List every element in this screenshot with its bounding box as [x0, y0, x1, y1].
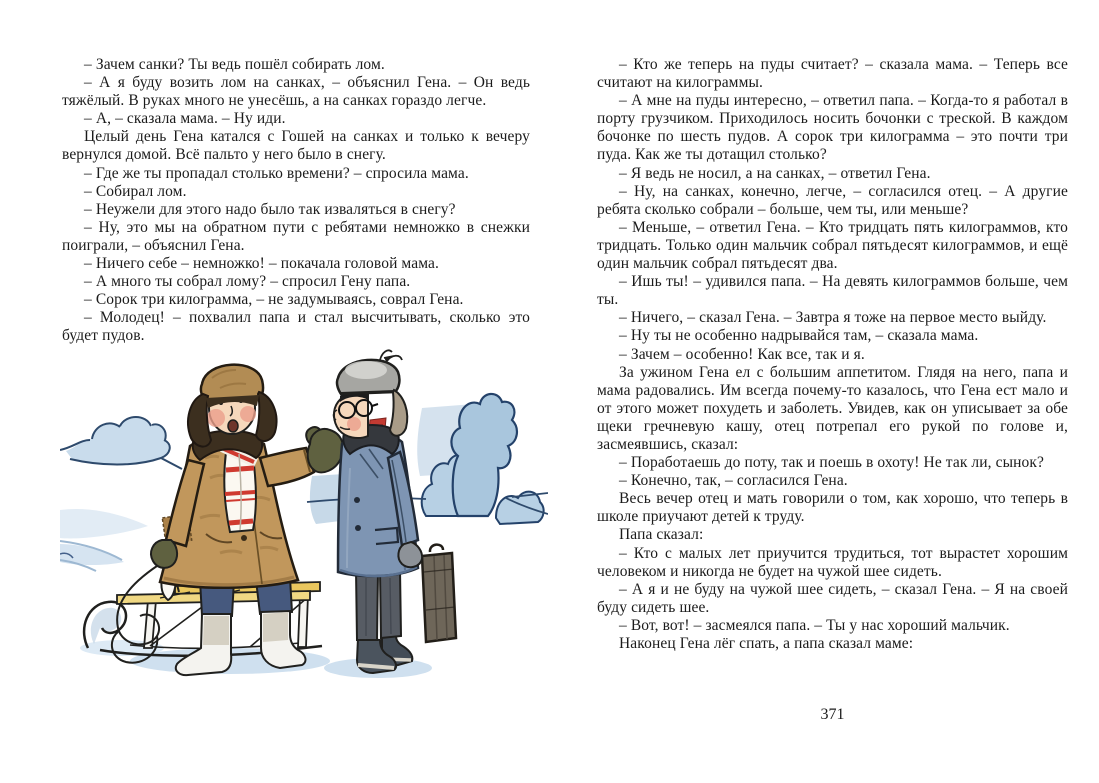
paragraph: – А я буду возить лом на санках, – объяснил Гена. – Он ведь тяжёлый. В руках много не унесёшь, а на санках гораздо легче.: [62, 74, 530, 110]
right-page-text: [597, 56, 1068, 653]
page-number: 371: [820, 706, 845, 723]
paragraph: – Меньше, – ответил Гена. – Кто тридцать пять килограммов, кто тридцать. Только один мальчик собрал пятьдесят килограммов, и ещё один мальчик собрал пятьдесят два.: [597, 218, 1068, 273]
paragraph: – Кто же теперь на пуды считает? – сказала мама. – Теперь все считают на килограммы.: [597, 56, 1068, 92]
paragraph: Папа сказал:: [619, 526, 704, 544]
illustration-two-boys-winter-sled: [60, 348, 548, 742]
paragraph: – Сорок три килограмма, – не задумываясь, соврал Гена.: [84, 291, 464, 309]
paragraph: – Я ведь не носил, а на санках, – ответил Гена.: [619, 164, 931, 182]
paragraph: – Где же ты пропадал столько времени? – спросила мама.: [84, 164, 469, 182]
paragraph: Целый день Гена катался с Гошей на санках и только к вечеру вернулся домой. Всё пальто у него было в снегу.: [62, 128, 530, 164]
left-page-text: [62, 56, 530, 346]
paragraph: – Ну, это мы на обратном пути с ребятами немножко в снежки поиграли, – объяснил Гена.: [62, 218, 530, 254]
paragraph: – Ничего себе – немножко! – покачала головой мама.: [84, 255, 439, 273]
background-bushes: [60, 394, 548, 571]
paragraph: Весь вечер отец и мать говорили о том, как хорошо, что теперь в школе приучают детей к труду.: [597, 490, 1068, 526]
paragraph: Наконец Гена лёг спать, а папа сказал маме:: [619, 635, 914, 652]
paragraph: За ужином Гена ел с большим аппетитом. Глядя на него, папа и мама радовались. Им всегда почему-то казалось, что Гена ест мало и от этого может похудеть и заболеть. Увидев, как он уписывает за обе щеки гречневую кашу, отец потрепал его рукой по голове и, засмеявшись, сказал:: [597, 363, 1068, 453]
paragraph: – Ишь ты! – удивился папа. – На девять килограммов больше, чем ты.: [597, 273, 1068, 309]
paragraph: – Ничего, – сказал Гена. – Завтра я тоже на первое место выйду.: [619, 309, 1047, 327]
paragraph: – Ну, на санках, конечно, легче, – согласился отец. – А другие ребята сколько собрали – больше, чем ты, или меньше?: [597, 182, 1068, 218]
briefcase: [422, 553, 456, 642]
paragraph: – Молодец! – похвалил папа и стал высчитывать, сколько это будет пудов.: [62, 309, 530, 345]
paragraph: – А мне на пуды интересно, – ответил папа. – Когда-то я работал в порту грузчиком. Приходилось носить бочонки с треской. В каждом бочонке по шесть пудов. А сорок три килограмма – это почти три пуда. Как же ты дотащил столько?: [597, 92, 1068, 164]
paragraph: – Ну ты не особенно надрывайся там, – сказала мама.: [619, 327, 979, 345]
paragraph: – Поработаешь до поту, так и поешь в охоту! Не так ли, сынок?: [619, 454, 1044, 472]
paragraph: – А, – сказала мама. – Ну иди.: [84, 110, 286, 128]
paragraph: – А я и не буду на чужой шее сидеть, – сказал Гена. – Я на своей буду сидеть шее.: [597, 580, 1068, 616]
paragraph: – Собирал лом.: [84, 182, 187, 200]
paragraph: – Зачем – особенно! Как все, так и я.: [619, 345, 865, 363]
paragraph: – Конечно, так, – согласился Гена.: [619, 472, 848, 490]
paragraph: – Кто с малых лет приучится трудиться, тот вырастет хорошим человеком и никогда не будет на чужой шее сидеть.: [597, 544, 1068, 580]
paragraph: – Неужели для этого надо было так изваляться в снегу?: [84, 200, 456, 218]
paragraph: – Зачем санки? Ты ведь пошёл собирать лом.: [84, 56, 385, 73]
paragraph: – А много ты собрал лому? – спросил Гену папа.: [84, 273, 411, 291]
paragraph: – Вот, вот! – засмеялся папа. – Ты у нас хороший мальчик.: [619, 616, 1010, 634]
